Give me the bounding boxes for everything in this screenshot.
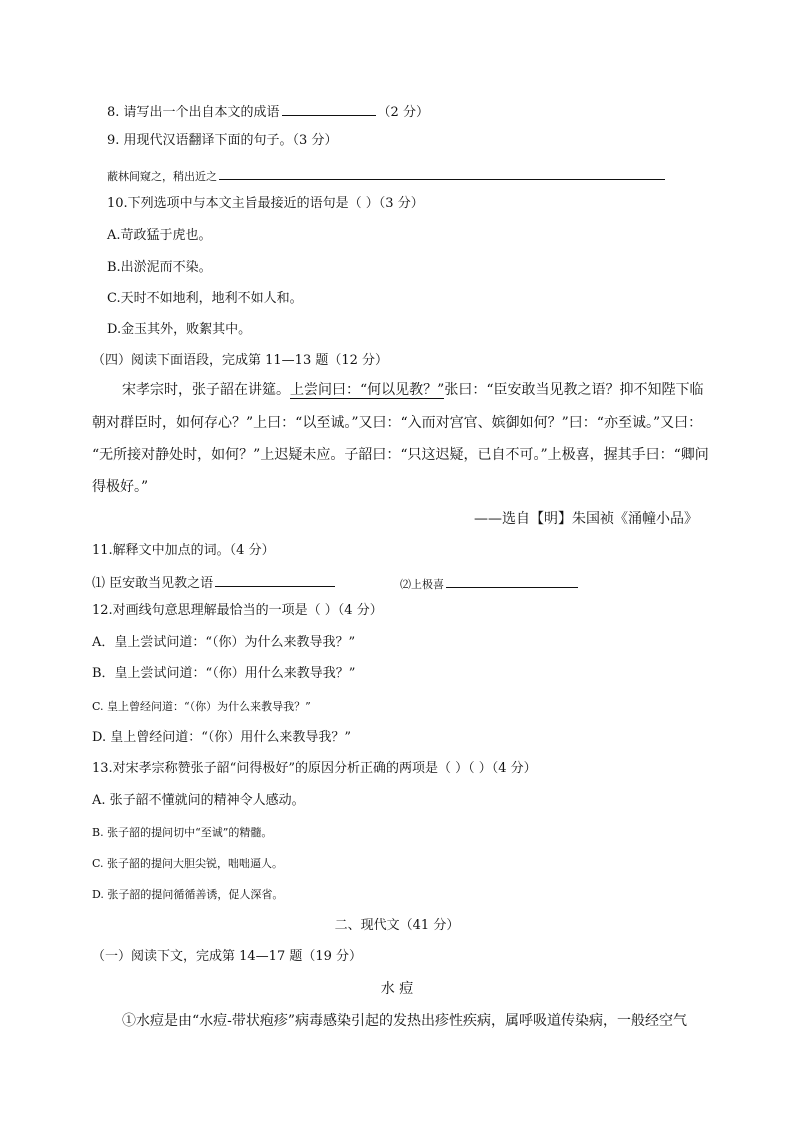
question-12-option-b: B．皇上尝试问道：“（你）用什么来教导我？” [92,666,356,681]
question-10-option-d: D.金玉其外，败絮其中。 [107,322,252,337]
question-11-item-2 [400,573,580,594]
question-9-sentence-text: 蔽林间窥之，稍出近之 [107,170,217,183]
question-12-option-d: D. 皇上曾经问道：“（你）用什么来教导我？” [92,730,352,745]
question-10-option-a: A.苛政猛于虎也。 [107,228,212,243]
question-9: 9. 用现代汉语翻译下面的句子。（3 分） [107,133,338,148]
section-4-heading: （四）阅读下面语段，完成第 11—13 题（12 分） [92,353,389,368]
passage-line-4: 得极好。” [92,479,149,495]
question-10-option-b: B.出淤泥而不染。 [107,260,212,275]
passage-line-1 [122,381,703,399]
passage-line-2: 朝对群臣时，如何存心？”上曰：“以至诚。”又曰：“入而对宫官、嫔御如何？”曰：“亦至诚。”又曰： [92,415,703,431]
question-11-item-1 [92,572,337,593]
question-8-score: （2 分） [377,105,429,120]
passage-line-1-a: 宋孝宗时，张子韶在讲筵。 [122,382,290,398]
underlined-sentence: 上尝问曰：“何以见教？” [290,382,445,398]
section-b1-heading: （一）阅读下文，完成第 14—17 题（19 分） [92,949,363,964]
answer-blank-9[interactable] [219,165,665,180]
answer-blank-8[interactable] [282,101,376,116]
question-13-option-d: D. 张子韶的提问循循善诱，促人深省。 [92,888,284,901]
question-13-option-b: B. 张子韶的提问切中“至诚”的精髓。 [92,826,273,839]
question-12: 12.对画线句意思理解最恰当的一项是（ ）（4 分） [92,603,383,618]
answer-blank-11-1[interactable] [215,572,335,587]
passage-line-1-b: 张曰：“臣安敢当见教之语？抑不知陛下临 [444,382,704,398]
question-8-text: 8. 请写出一个出自本文的成语 [107,105,280,120]
question-11-item-1-text: ⑴ 臣安敢当见教之语 [92,576,214,591]
question-13-option-c: C. 张子韶的提问大胆尖锐，咄咄逼人。 [92,857,284,870]
question-8 [107,101,429,122]
question-10: 10.下列选项中与本文主旨最接近的语句是（ ）（3 分） [107,196,424,211]
article-paragraph-1: ①水痘是由“水痘-带状疱疹”病毒感染引起的发热出疹性疾病，属呼吸道传染病，一般经空气 [122,1013,688,1029]
question-11-item-2-text: ⑵上极喜 [400,578,444,591]
question-13-option-a: A. 张子韶不懂就问的精神令人感动。 [92,793,305,808]
question-9-sentence [107,165,667,186]
article-title: 水 痘 [380,981,414,997]
question-12-option-c: C. 皇上曾经问道：“（你）为什么来教导我？” [92,700,311,713]
question-10-option-c: C.天时不如地利，地利不如人和。 [107,291,303,306]
part-2-heading: 二、现代文（41 分） [334,918,460,933]
question-13: 13.对宋孝宗称赞张子韶“问得极好”的原因分析正确的两项是（ ）（ ）（4 分） [92,761,537,776]
passage-source: ——选自【明】朱国祯《涌幢小品》 [474,511,698,527]
answer-blank-11-2[interactable] [446,573,578,588]
question-12-option-a: A．皇上尝试问道：“（你）为什么来教导我？” [92,635,356,650]
question-11: 11.解释文中加点的词。（4 分） [92,543,275,558]
passage-line-3: “无所接对静处时，如何？”上迟疑未应。子韶曰：“只这迟疑，已自不可。”上极喜，握其手曰：“卿问 [92,447,709,463]
